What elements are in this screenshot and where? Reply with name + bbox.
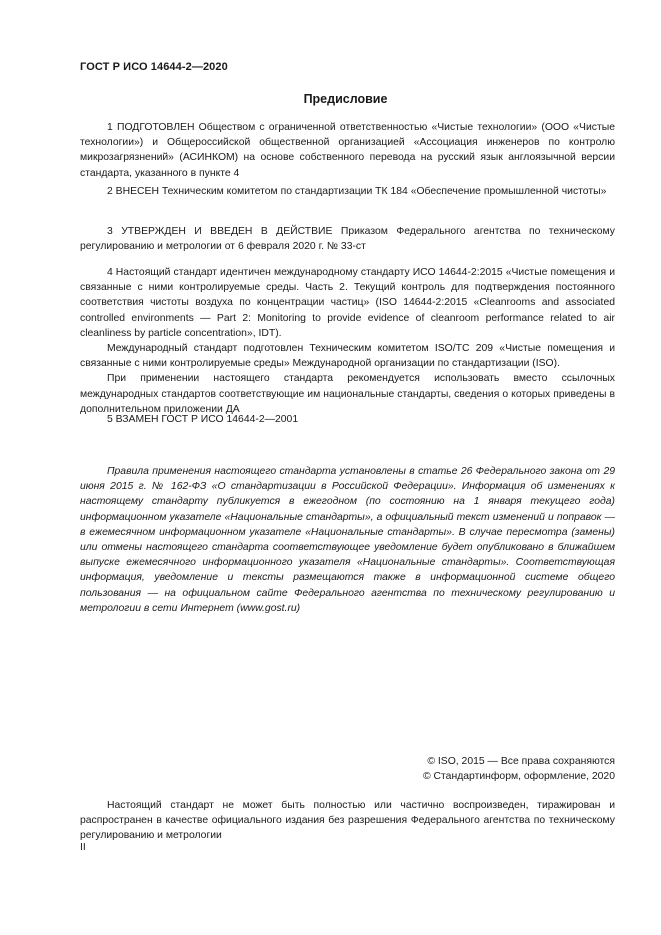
foreword-item-4-para-3: При применении настоящего стандарта рекомендуется использовать вместо ссылочных международных стандартов соответствующие им национальные стандарты, сведения о которых приведены в дополнительном приложении ДА <box>80 373 615 415</box>
foreword-item-3-text: 3 УТВЕРЖДЕН И ВВЕДЕН В ДЕЙСТВИЕ Приказом Федерального агентства по техническому регулированию и метрологии от 6 февраля 2020 г. № 33-ст <box>80 226 615 253</box>
foreword-item-5 <box>80 412 615 427</box>
foreword-item-3 <box>80 224 615 254</box>
reproduction-notice <box>80 798 615 844</box>
foreword-item-2-text: 2 ВНЕСЕН Техническим комитетом по стандартизации ТК 184 «Обеспечение промышленной чистоты» <box>107 186 607 197</box>
page-number: II <box>80 842 86 853</box>
foreword-item-4 <box>80 265 615 417</box>
reproduction-notice-text: Настоящий стандарт не может быть полностью или частично воспроизведен, тиражирован и распространен в качестве официального издания без разрешения Федерального агентства по техническому регулированию и метрологии <box>80 800 615 842</box>
standard-id: ГОСТ Р ИСО 14644-2—2020 <box>80 61 228 73</box>
foreword-item-4-para-2: Международный стандарт подготовлен Техническим комитетом ISO/TC 209 «Чистые помещения и связанные с ними контролируемые среды» Международной организации по стандартизации (ISO). <box>80 343 615 370</box>
copyright-iso: © ISO, 2015 — Все права сохраняются <box>427 756 615 767</box>
foreword-item-1 <box>80 120 615 181</box>
foreword-item-1-text: 1 ПОДГОТОВЛЕН Обществом с ограниченной ответственностью «Чистые технологии» (ООО «Чистые технологии») и Общероссийской общественной организацией «Ассоциация инженеров по контролю микрозагрязнений» (АСИНКОМ) на основе собственного перевода на русский язык англоязычной версии стандарта, указанного в пункте 4 <box>80 122 615 179</box>
foreword-item-5-text: 5 ВЗАМЕН ГОСТ Р ИСО 14644-2—2001 <box>107 414 299 425</box>
foreword-title: Предисловие <box>303 92 388 106</box>
rules-notice <box>80 464 615 616</box>
foreword-item-2 <box>80 184 615 199</box>
copyright-block <box>423 754 615 784</box>
foreword-item-4-para-1: 4 Настоящий стандарт идентичен международному стандарту ИСО 14644-2:2015 «Чистые помещения и связанные с ними контролируемые среды. Часть 2. Текущий контроль для подтверждения постоянного соответствия чистоты воздуха по концентрации частиц» (ISO 14644-2:2015 «Cleanrooms and associated controlled environments — Part 2: Monitoring to provide evidence of cleanroom performance related to air cleanliness by particle concentration», IDT). <box>80 267 615 339</box>
rules-notice-text: Правила применения настоящего стандарта установлены в статье 26 Федерального закона от 29 июня 2015 г. № 162-ФЗ «О стандартизации в Российской Федерации». Информация об изменениях к настоящему стандарту публикуется в ежегодном (по состоянию на 1 января текущего года) информационном указателе «Национальные стандарты», а официальный текст изменений и поправок — в ежемесячном информационном указателе «Национальные стандарты». В случае пересмотра (замены) или отмены настоящего стандарта соответствующее уведомление будет опубликовано в ближайшем выпуске ежемесячного информационного указателя «Национальные стандарты». Соответствующая информация, уведомление и тексты размещаются также в информационной системе общего пользования — на официальном сайте Федерального агентства по техническому регулированию и метрологии в сети Интернет (www.gost.ru) <box>80 466 615 614</box>
copyright-standartinform: © Стандартинформ, оформление, 2020 <box>422 771 615 783</box>
